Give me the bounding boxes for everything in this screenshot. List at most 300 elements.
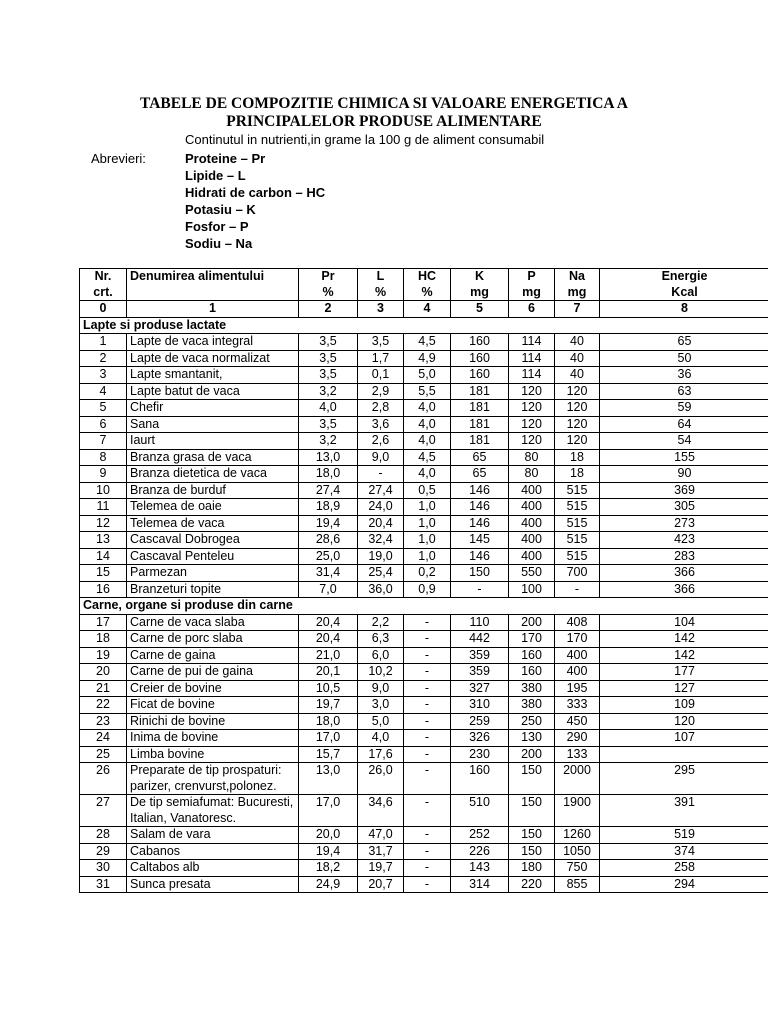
- value-cell: 18: [555, 466, 600, 483]
- abbreviation-item: Hidrati de carbon – HC: [185, 185, 326, 200]
- index-cell: 4: [404, 301, 451, 318]
- value-cell: 20,4: [299, 614, 358, 631]
- value-cell: 143: [451, 860, 509, 877]
- table-row: [80, 383, 768, 400]
- value-cell: 120: [555, 416, 600, 433]
- value-cell: 170: [555, 631, 600, 648]
- value-cell: 13,0: [299, 763, 358, 795]
- value-cell: 146: [451, 548, 509, 565]
- value-cell: 181: [451, 433, 509, 450]
- value-cell: 200: [509, 614, 555, 631]
- table-row: [80, 548, 768, 565]
- value-cell: -: [404, 763, 451, 795]
- table-row: [80, 730, 768, 747]
- value-cell: 31,4: [299, 565, 358, 582]
- table-row: [80, 565, 768, 582]
- food-name-cell: Cascaval Penteleu: [127, 548, 299, 565]
- table-row: [80, 860, 768, 877]
- value-cell: -: [404, 746, 451, 763]
- value-cell: 146: [451, 482, 509, 499]
- value-cell: -: [404, 730, 451, 747]
- value-cell: 114: [509, 350, 555, 367]
- value-cell: 400: [509, 532, 555, 549]
- value-cell: 750: [555, 860, 600, 877]
- food-name-cell: De tip semiafumat: Bucuresti, Italian, Vanatoresc.: [127, 795, 299, 827]
- value-cell: 3,6: [358, 416, 404, 433]
- value-cell: 181: [451, 416, 509, 433]
- value-cell: -: [404, 713, 451, 730]
- food-name-cell: Limba bovine: [127, 746, 299, 763]
- value-cell: 15,7: [299, 746, 358, 763]
- value-cell: 160: [451, 334, 509, 351]
- food-name-cell: Ficat de bovine: [127, 697, 299, 714]
- document-title-line-2: PRINCIPALELOR PRODUSE ALIMENTARE: [226, 113, 542, 130]
- value-cell: 100: [509, 581, 555, 598]
- value-cell: 25,4: [358, 565, 404, 582]
- table-row: [80, 647, 768, 664]
- value-cell: 252: [451, 827, 509, 844]
- value-cell: 170: [509, 631, 555, 648]
- header-phosphorus: P mg: [509, 269, 555, 301]
- row-number-cell: 11: [80, 499, 127, 516]
- value-cell: 20,4: [299, 631, 358, 648]
- value-cell: 24,0: [358, 499, 404, 516]
- value-cell: 150: [509, 763, 555, 795]
- value-cell: 54: [600, 433, 768, 450]
- value-cell: 3,5: [299, 334, 358, 351]
- value-cell: 146: [451, 515, 509, 532]
- table-row: [80, 876, 768, 893]
- value-cell: 80: [509, 466, 555, 483]
- food-name-cell: Parmezan: [127, 565, 299, 582]
- value-cell: -: [404, 827, 451, 844]
- value-cell: 32,4: [358, 532, 404, 549]
- value-cell: 5,0: [358, 713, 404, 730]
- value-cell: 21,0: [299, 647, 358, 664]
- value-cell: -: [451, 581, 509, 598]
- value-cell: 1050: [555, 843, 600, 860]
- table-row: [80, 466, 768, 483]
- value-cell: [600, 746, 768, 763]
- food-name-cell: Lapte de vaca normalizat: [127, 350, 299, 367]
- table-row: [80, 367, 768, 384]
- value-cell: 3,2: [299, 433, 358, 450]
- value-cell: 1,0: [404, 548, 451, 565]
- row-number-cell: 28: [80, 827, 127, 844]
- row-number-cell: 18: [80, 631, 127, 648]
- food-name-cell: Sunca presata: [127, 876, 299, 893]
- value-cell: 120: [509, 400, 555, 417]
- row-number-cell: 10: [80, 482, 127, 499]
- food-name-cell: Branza grasa de vaca: [127, 449, 299, 466]
- table-row: [80, 763, 768, 795]
- value-cell: 380: [509, 697, 555, 714]
- value-cell: 18,0: [299, 466, 358, 483]
- value-cell: 10,5: [299, 680, 358, 697]
- food-name-cell: Iaurt: [127, 433, 299, 450]
- value-cell: 273: [600, 515, 768, 532]
- value-cell: 160: [451, 367, 509, 384]
- food-name-cell: Carne de vaca slaba: [127, 614, 299, 631]
- value-cell: 1900: [555, 795, 600, 827]
- food-name-cell: Branza de burduf: [127, 482, 299, 499]
- value-cell: 59: [600, 400, 768, 417]
- row-number-cell: 29: [80, 843, 127, 860]
- value-cell: 18,0: [299, 713, 358, 730]
- value-cell: 400: [509, 515, 555, 532]
- table-row: [80, 631, 768, 648]
- value-cell: 155: [600, 449, 768, 466]
- row-number-cell: 21: [80, 680, 127, 697]
- value-cell: 120: [555, 383, 600, 400]
- value-cell: 28,6: [299, 532, 358, 549]
- value-cell: 519: [600, 827, 768, 844]
- value-cell: 290: [555, 730, 600, 747]
- value-cell: 3,5: [299, 416, 358, 433]
- value-cell: 4,9: [404, 350, 451, 367]
- value-cell: 90: [600, 466, 768, 483]
- table-row: [80, 713, 768, 730]
- row-number-cell: 14: [80, 548, 127, 565]
- value-cell: 6,3: [358, 631, 404, 648]
- value-cell: 104: [600, 614, 768, 631]
- value-cell: 326: [451, 730, 509, 747]
- value-cell: 10,2: [358, 664, 404, 681]
- value-cell: 18: [555, 449, 600, 466]
- value-cell: 258: [600, 860, 768, 877]
- value-cell: 450: [555, 713, 600, 730]
- index-cell: 7: [555, 301, 600, 318]
- value-cell: 283: [600, 548, 768, 565]
- abbreviation-item: Lipide – L: [185, 168, 246, 183]
- value-cell: 150: [451, 565, 509, 582]
- value-cell: 25,0: [299, 548, 358, 565]
- value-cell: 1,0: [404, 499, 451, 516]
- table-row: [80, 433, 768, 450]
- value-cell: 226: [451, 843, 509, 860]
- section-title: Carne, organe si produse din carne: [80, 598, 768, 615]
- value-cell: 200: [509, 746, 555, 763]
- section-title: Lapte si produse lactate: [80, 317, 768, 334]
- value-cell: 400: [509, 482, 555, 499]
- table-body: [80, 301, 768, 893]
- header-nr: Nr. crt.: [80, 269, 127, 301]
- header-energy: Energie Kcal: [600, 269, 768, 301]
- value-cell: -: [404, 614, 451, 631]
- value-cell: -: [404, 631, 451, 648]
- row-number-cell: 15: [80, 565, 127, 582]
- value-cell: 515: [555, 515, 600, 532]
- food-name-cell: Lapte batut de vaca: [127, 383, 299, 400]
- value-cell: 2,2: [358, 614, 404, 631]
- index-cell: 5: [451, 301, 509, 318]
- table-row: [80, 746, 768, 763]
- value-cell: 380: [509, 680, 555, 697]
- value-cell: 17,6: [358, 746, 404, 763]
- value-cell: 9,0: [358, 680, 404, 697]
- value-cell: 391: [600, 795, 768, 827]
- food-name-cell: Carne de pui de gaina: [127, 664, 299, 681]
- value-cell: 374: [600, 843, 768, 860]
- nutrition-table: [79, 268, 768, 893]
- table-row: [80, 515, 768, 532]
- value-cell: 3,5: [358, 334, 404, 351]
- value-cell: 230: [451, 746, 509, 763]
- value-cell: 2,9: [358, 383, 404, 400]
- table-row: [80, 482, 768, 499]
- row-number-cell: 8: [80, 449, 127, 466]
- value-cell: 120: [509, 383, 555, 400]
- food-name-cell: Telemea de oaie: [127, 499, 299, 516]
- value-cell: 150: [509, 827, 555, 844]
- value-cell: 314: [451, 876, 509, 893]
- row-number-cell: 30: [80, 860, 127, 877]
- value-cell: 18,2: [299, 860, 358, 877]
- row-number-cell: 25: [80, 746, 127, 763]
- row-number-cell: 31: [80, 876, 127, 893]
- value-cell: 366: [600, 581, 768, 598]
- value-cell: 0,5: [404, 482, 451, 499]
- value-cell: 400: [555, 647, 600, 664]
- row-number-cell: 23: [80, 713, 127, 730]
- value-cell: 36: [600, 367, 768, 384]
- value-cell: 6,0: [358, 647, 404, 664]
- food-name-cell: Caltabos alb: [127, 860, 299, 877]
- value-cell: 109: [600, 697, 768, 714]
- value-cell: -: [404, 647, 451, 664]
- value-cell: 64: [600, 416, 768, 433]
- value-cell: 20,0: [299, 827, 358, 844]
- value-cell: 4,0: [404, 466, 451, 483]
- column-index-row: [80, 301, 768, 318]
- value-cell: -: [555, 581, 600, 598]
- value-cell: 5,5: [404, 383, 451, 400]
- value-cell: 423: [600, 532, 768, 549]
- value-cell: 150: [509, 843, 555, 860]
- value-cell: 20,7: [358, 876, 404, 893]
- abbreviation-item: Fosfor – P: [185, 219, 249, 234]
- value-cell: 4,0: [404, 400, 451, 417]
- header-lipids: L %: [358, 269, 404, 301]
- value-cell: 20,1: [299, 664, 358, 681]
- value-cell: 250: [509, 713, 555, 730]
- value-cell: -: [404, 876, 451, 893]
- section-header-row: [80, 317, 768, 334]
- value-cell: 65: [451, 449, 509, 466]
- section-header-row: [80, 598, 768, 615]
- value-cell: 120: [600, 713, 768, 730]
- value-cell: 19,7: [299, 697, 358, 714]
- row-number-cell: 1: [80, 334, 127, 351]
- value-cell: 550: [509, 565, 555, 582]
- food-name-cell: Carne de porc slaba: [127, 631, 299, 648]
- value-cell: 127: [600, 680, 768, 697]
- row-number-cell: 2: [80, 350, 127, 367]
- food-name-cell: Cabanos: [127, 843, 299, 860]
- value-cell: 3,0: [358, 697, 404, 714]
- value-cell: 4,0: [404, 416, 451, 433]
- value-cell: 36,0: [358, 581, 404, 598]
- row-number-cell: 19: [80, 647, 127, 664]
- value-cell: 0,2: [404, 565, 451, 582]
- header-carbs: HC %: [404, 269, 451, 301]
- value-cell: 114: [509, 367, 555, 384]
- value-cell: 4,5: [404, 449, 451, 466]
- food-name-cell: Salam de vara: [127, 827, 299, 844]
- value-cell: 17,0: [299, 730, 358, 747]
- value-cell: 515: [555, 499, 600, 516]
- value-cell: 515: [555, 482, 600, 499]
- value-cell: 3,2: [299, 383, 358, 400]
- index-cell: 1: [127, 301, 299, 318]
- value-cell: 515: [555, 532, 600, 549]
- row-number-cell: 9: [80, 466, 127, 483]
- value-cell: 408: [555, 614, 600, 631]
- header-sodium: Na mg: [555, 269, 600, 301]
- value-cell: -: [404, 697, 451, 714]
- value-cell: 120: [555, 433, 600, 450]
- row-number-cell: 5: [80, 400, 127, 417]
- subtitle: Continutul in nutrienti,in grame la 100 g de aliment consumabil: [185, 132, 545, 147]
- header-potassium: K mg: [451, 269, 509, 301]
- value-cell: 31,7: [358, 843, 404, 860]
- value-cell: 310: [451, 697, 509, 714]
- value-cell: 177: [600, 664, 768, 681]
- food-name-cell: Chefir: [127, 400, 299, 417]
- table-row: [80, 827, 768, 844]
- value-cell: -: [404, 843, 451, 860]
- value-cell: 40: [555, 334, 600, 351]
- food-name-cell: Preparate de tip prospaturi: parizer, crenvurst,polonez.: [127, 763, 299, 795]
- value-cell: 110: [451, 614, 509, 631]
- value-cell: 359: [451, 647, 509, 664]
- value-cell: 4,5: [404, 334, 451, 351]
- value-cell: 3,5: [299, 367, 358, 384]
- abbreviation-item: Proteine – Pr: [185, 151, 266, 166]
- value-cell: 4,0: [404, 433, 451, 450]
- value-cell: 195: [555, 680, 600, 697]
- value-cell: 1260: [555, 827, 600, 844]
- value-cell: 50: [600, 350, 768, 367]
- document-title-line-1: TABELE DE COMPOZITIE CHIMICA SI VALOARE ENERGETICA A: [140, 95, 628, 112]
- value-cell: 7,0: [299, 581, 358, 598]
- value-cell: 26,0: [358, 763, 404, 795]
- value-cell: 145: [451, 532, 509, 549]
- value-cell: 34,6: [358, 795, 404, 827]
- abbreviations-label: Abrevieri:: [91, 151, 146, 166]
- row-number-cell: 20: [80, 664, 127, 681]
- value-cell: -: [404, 795, 451, 827]
- food-name-cell: Creier de bovine: [127, 680, 299, 697]
- table-row: [80, 614, 768, 631]
- value-cell: 130: [509, 730, 555, 747]
- value-cell: 400: [555, 664, 600, 681]
- value-cell: 142: [600, 647, 768, 664]
- value-cell: 333: [555, 697, 600, 714]
- value-cell: 181: [451, 383, 509, 400]
- value-cell: 400: [509, 548, 555, 565]
- table-row: [80, 416, 768, 433]
- row-number-cell: 16: [80, 581, 127, 598]
- row-number-cell: 12: [80, 515, 127, 532]
- value-cell: 2000: [555, 763, 600, 795]
- food-name-cell: Carne de gaina: [127, 647, 299, 664]
- value-cell: 13,0: [299, 449, 358, 466]
- value-cell: 63: [600, 383, 768, 400]
- value-cell: 114: [509, 334, 555, 351]
- table-row: [80, 400, 768, 417]
- value-cell: 160: [451, 350, 509, 367]
- header-protein: Pr %: [299, 269, 358, 301]
- value-cell: 180: [509, 860, 555, 877]
- food-name-cell: Inima de bovine: [127, 730, 299, 747]
- value-cell: -: [358, 466, 404, 483]
- index-cell: 3: [358, 301, 404, 318]
- value-cell: -: [404, 664, 451, 681]
- value-cell: 65: [600, 334, 768, 351]
- value-cell: 120: [509, 433, 555, 450]
- value-cell: 327: [451, 680, 509, 697]
- value-cell: 120: [509, 416, 555, 433]
- food-name-cell: Lapte smantanit,: [127, 367, 299, 384]
- value-cell: 24,9: [299, 876, 358, 893]
- table-row: [80, 449, 768, 466]
- row-number-cell: 7: [80, 433, 127, 450]
- value-cell: 27,4: [299, 482, 358, 499]
- value-cell: 27,4: [358, 482, 404, 499]
- value-cell: 20,4: [358, 515, 404, 532]
- value-cell: 2,6: [358, 433, 404, 450]
- value-cell: 47,0: [358, 827, 404, 844]
- table-row: [80, 581, 768, 598]
- row-number-cell: 13: [80, 532, 127, 549]
- value-cell: 515: [555, 548, 600, 565]
- food-name-cell: Branza dietetica de vaca: [127, 466, 299, 483]
- value-cell: 1,0: [404, 532, 451, 549]
- value-cell: 160: [509, 664, 555, 681]
- row-number-cell: 6: [80, 416, 127, 433]
- value-cell: 359: [451, 664, 509, 681]
- food-name-cell: Branzeturi topite: [127, 581, 299, 598]
- row-number-cell: 3: [80, 367, 127, 384]
- table-row: [80, 350, 768, 367]
- food-name-cell: Telemea de vaca: [127, 515, 299, 532]
- value-cell: 5,0: [404, 367, 451, 384]
- value-cell: 220: [509, 876, 555, 893]
- value-cell: 400: [509, 499, 555, 516]
- value-cell: 19,4: [299, 843, 358, 860]
- value-cell: 366: [600, 565, 768, 582]
- value-cell: 65: [451, 466, 509, 483]
- value-cell: 442: [451, 631, 509, 648]
- value-cell: 160: [509, 647, 555, 664]
- header-name: Denumirea alimentului: [127, 269, 299, 301]
- value-cell: 18,9: [299, 499, 358, 516]
- table-row: [80, 795, 768, 827]
- row-number-cell: 24: [80, 730, 127, 747]
- value-cell: 305: [600, 499, 768, 516]
- value-cell: 1,0: [404, 515, 451, 532]
- value-cell: 17,0: [299, 795, 358, 827]
- value-cell: 0,9: [404, 581, 451, 598]
- value-cell: 259: [451, 713, 509, 730]
- table-row: [80, 499, 768, 516]
- value-cell: 294: [600, 876, 768, 893]
- value-cell: 142: [600, 631, 768, 648]
- food-name-cell: Cascaval Dobrogea: [127, 532, 299, 549]
- value-cell: 700: [555, 565, 600, 582]
- abbreviation-item: Potasiu – K: [185, 202, 256, 217]
